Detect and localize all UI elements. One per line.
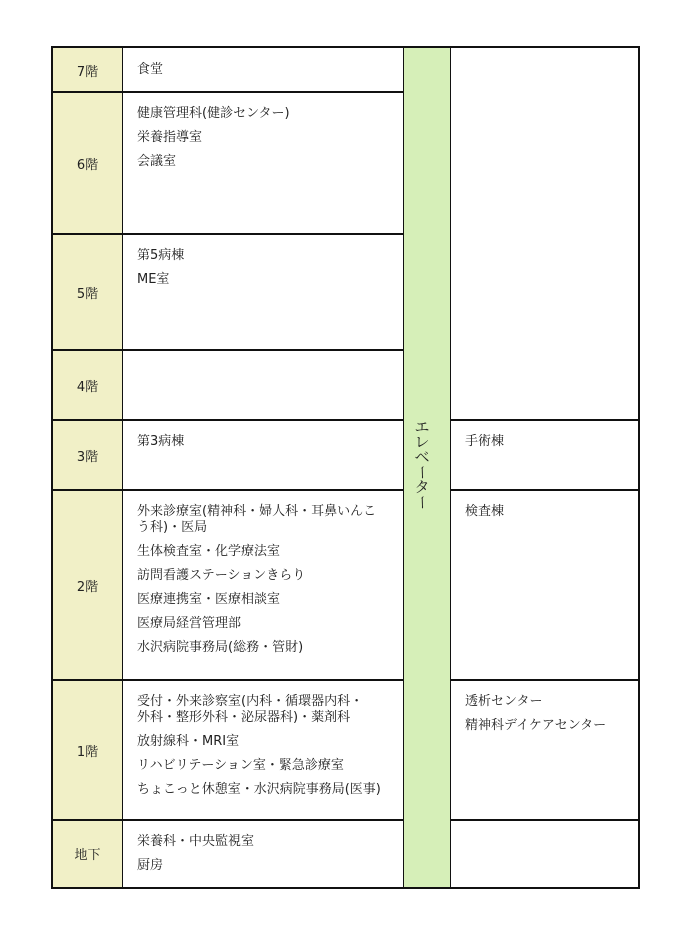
annex-3-content xyxy=(451,424,640,458)
floor-label-5: 5階 xyxy=(53,234,123,350)
list-item: 訪問看護ステーションきらり xyxy=(137,568,306,583)
list-item: 栄養指導室 xyxy=(137,130,203,145)
list-item: 精神科デイケアセンター xyxy=(465,718,607,733)
floor-label-6: 6階 xyxy=(53,92,123,234)
floor-label-2: 2階 xyxy=(53,490,123,680)
floor-5-content xyxy=(123,238,403,296)
floor-2-content xyxy=(123,494,403,664)
list-item: 外来診療室(精神科・婦人科・耳鼻いんこ う科)・医局 xyxy=(137,504,377,535)
elevator-label: エ レ ベ ー タ ー xyxy=(413,418,432,510)
annex-2-content xyxy=(451,494,640,528)
list-item: 水沢病院事務局(総務・管財) xyxy=(137,640,304,655)
list-item: 受付・外来診察室(内科・循環器内科・ 外科・整形外科・泌尿器科)・薬剤科 xyxy=(137,694,364,725)
floor-3-content xyxy=(123,424,403,458)
list-item: 放射線科・MRI室 xyxy=(137,734,240,749)
list-item: 第5病棟 xyxy=(137,248,185,263)
floor-1-content xyxy=(123,684,403,806)
list-item: 厨房 xyxy=(137,858,164,873)
list-item: 会議室 xyxy=(137,154,177,169)
floor-6-content xyxy=(123,96,403,178)
list-item: 栄養科・中央監視室 xyxy=(137,834,255,849)
list-item: 健康管理科(健診センター) xyxy=(137,106,290,121)
list-item: ME室 xyxy=(137,272,170,287)
floor-guide-table xyxy=(51,46,640,889)
list-item: 手術棟 xyxy=(465,434,505,449)
list-item: 生体検査室・化学療法室 xyxy=(137,544,281,559)
list-item: 食堂 xyxy=(137,62,164,77)
list-item: ちょこっと休憩室・水沢病院事務局(医事) xyxy=(137,782,381,797)
list-item: 医療連携室・医療相談室 xyxy=(137,592,281,607)
annex-1-content xyxy=(451,684,640,742)
floor-label-basement: 地下 xyxy=(53,820,123,887)
list-item: 第3病棟 xyxy=(137,434,185,449)
list-item: 医療局経営管理部 xyxy=(137,616,242,631)
floor-label-7: 7階 xyxy=(53,48,123,92)
floor-label-1: 1階 xyxy=(53,680,123,820)
floor-label-3: 3階 xyxy=(53,420,123,490)
list-item: リハビリテーション室・緊急診療室 xyxy=(137,758,344,773)
list-item: 検査棟 xyxy=(465,504,505,519)
list-item: 透析センター xyxy=(465,694,543,709)
floor-7-content xyxy=(123,52,403,86)
floor-label-4: 4階 xyxy=(53,350,123,420)
floor-basement-content xyxy=(123,824,403,882)
